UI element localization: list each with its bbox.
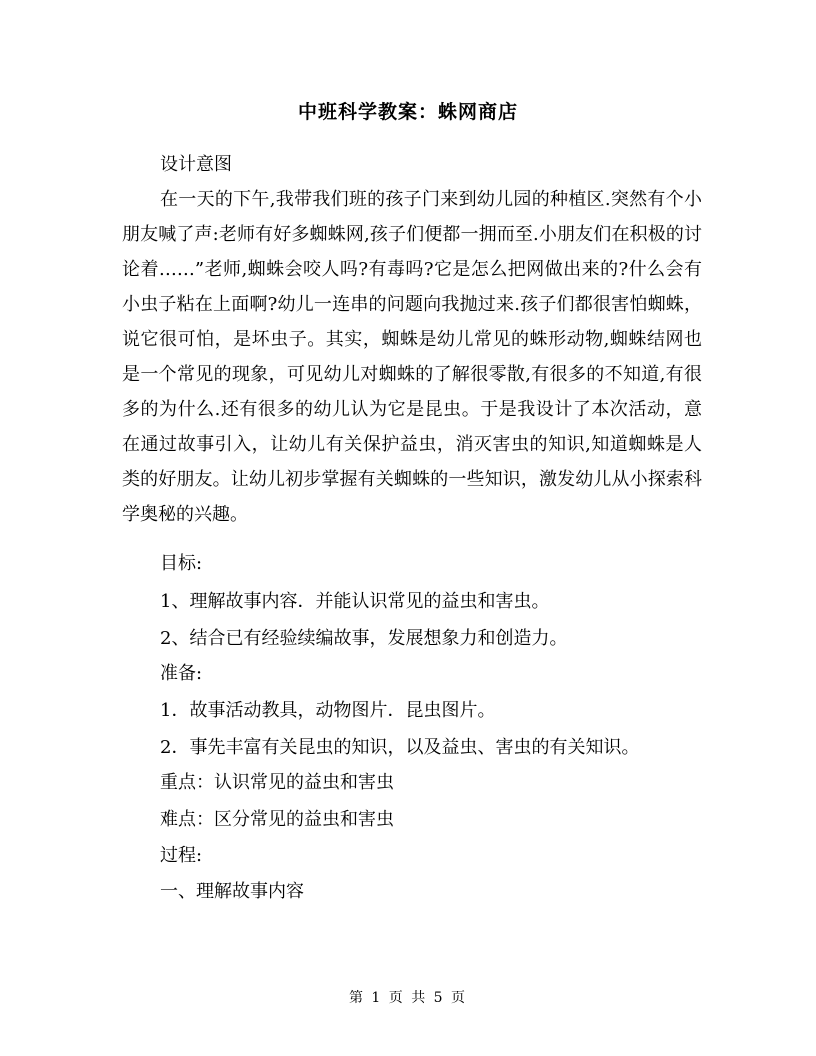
preparation-label: 准备: [160, 663, 203, 684]
preparation-item: 1．故事活动教具，动物图片．昆虫图片。 [160, 700, 496, 721]
goal-item: 2、结合已有经验续编故事，发展想象力和创造力。 [160, 628, 568, 649]
page-title: 中班科学教案：蛛网商店 [297, 101, 518, 123]
page-footer: 第 1 页 共 5 页 [348, 990, 468, 1006]
goal-item: 1、理解故事内容．并能认识常见的益虫和害虫。 [160, 591, 550, 612]
goals-label: 目标: [160, 553, 203, 574]
intro-paragraph: 在一天的下午,我带我们班的孩子门来到幼儿园的种植区.突然有个小朋友喊了声:老师有好多蜘蛛网,孩子们便都一拥而至.小朋友们在积极的讨论着……”老师,蜘蛛会咬人吗?有毒吗?它是怎么把网做出来的?什么会有小虫子粘在上面啊?幼儿一连串的问题向我抛过来.孩子们都很害怕蜘蛛，说它很可怕，是坏虫子。其实，蜘蛛是幼儿常见的蛛形动物,蜘蛛结网也是一个常见的现象，可见幼儿对蜘蛛的了解很零散,有很多的不知道,有很多的为什么.还有很多的幼儿认为它是昆虫。于是我设计了本次活动，意在通过故事引入，让幼儿有关保护益虫，消灭害虫的知识,知道蜘蛛是人类的好朋友。让幼儿初步掌握有关蜘蛛的一些知识，激发幼儿从小探索科学奥秘的兴趣。 [122, 189, 702, 525]
section-heading: 设计意图 [160, 154, 232, 175]
preparation-item: 2．事先丰富有关昆虫的知识，以及益虫、害虫的有关知识。 [160, 737, 640, 758]
process-label: 过程: [160, 845, 203, 866]
process-step: 一、理解故事内容 [160, 881, 304, 902]
difficulty: 难点：区分常见的益虫和害虫 [160, 809, 394, 830]
key-point: 重点：认识常见的益虫和害虫 [160, 772, 394, 793]
